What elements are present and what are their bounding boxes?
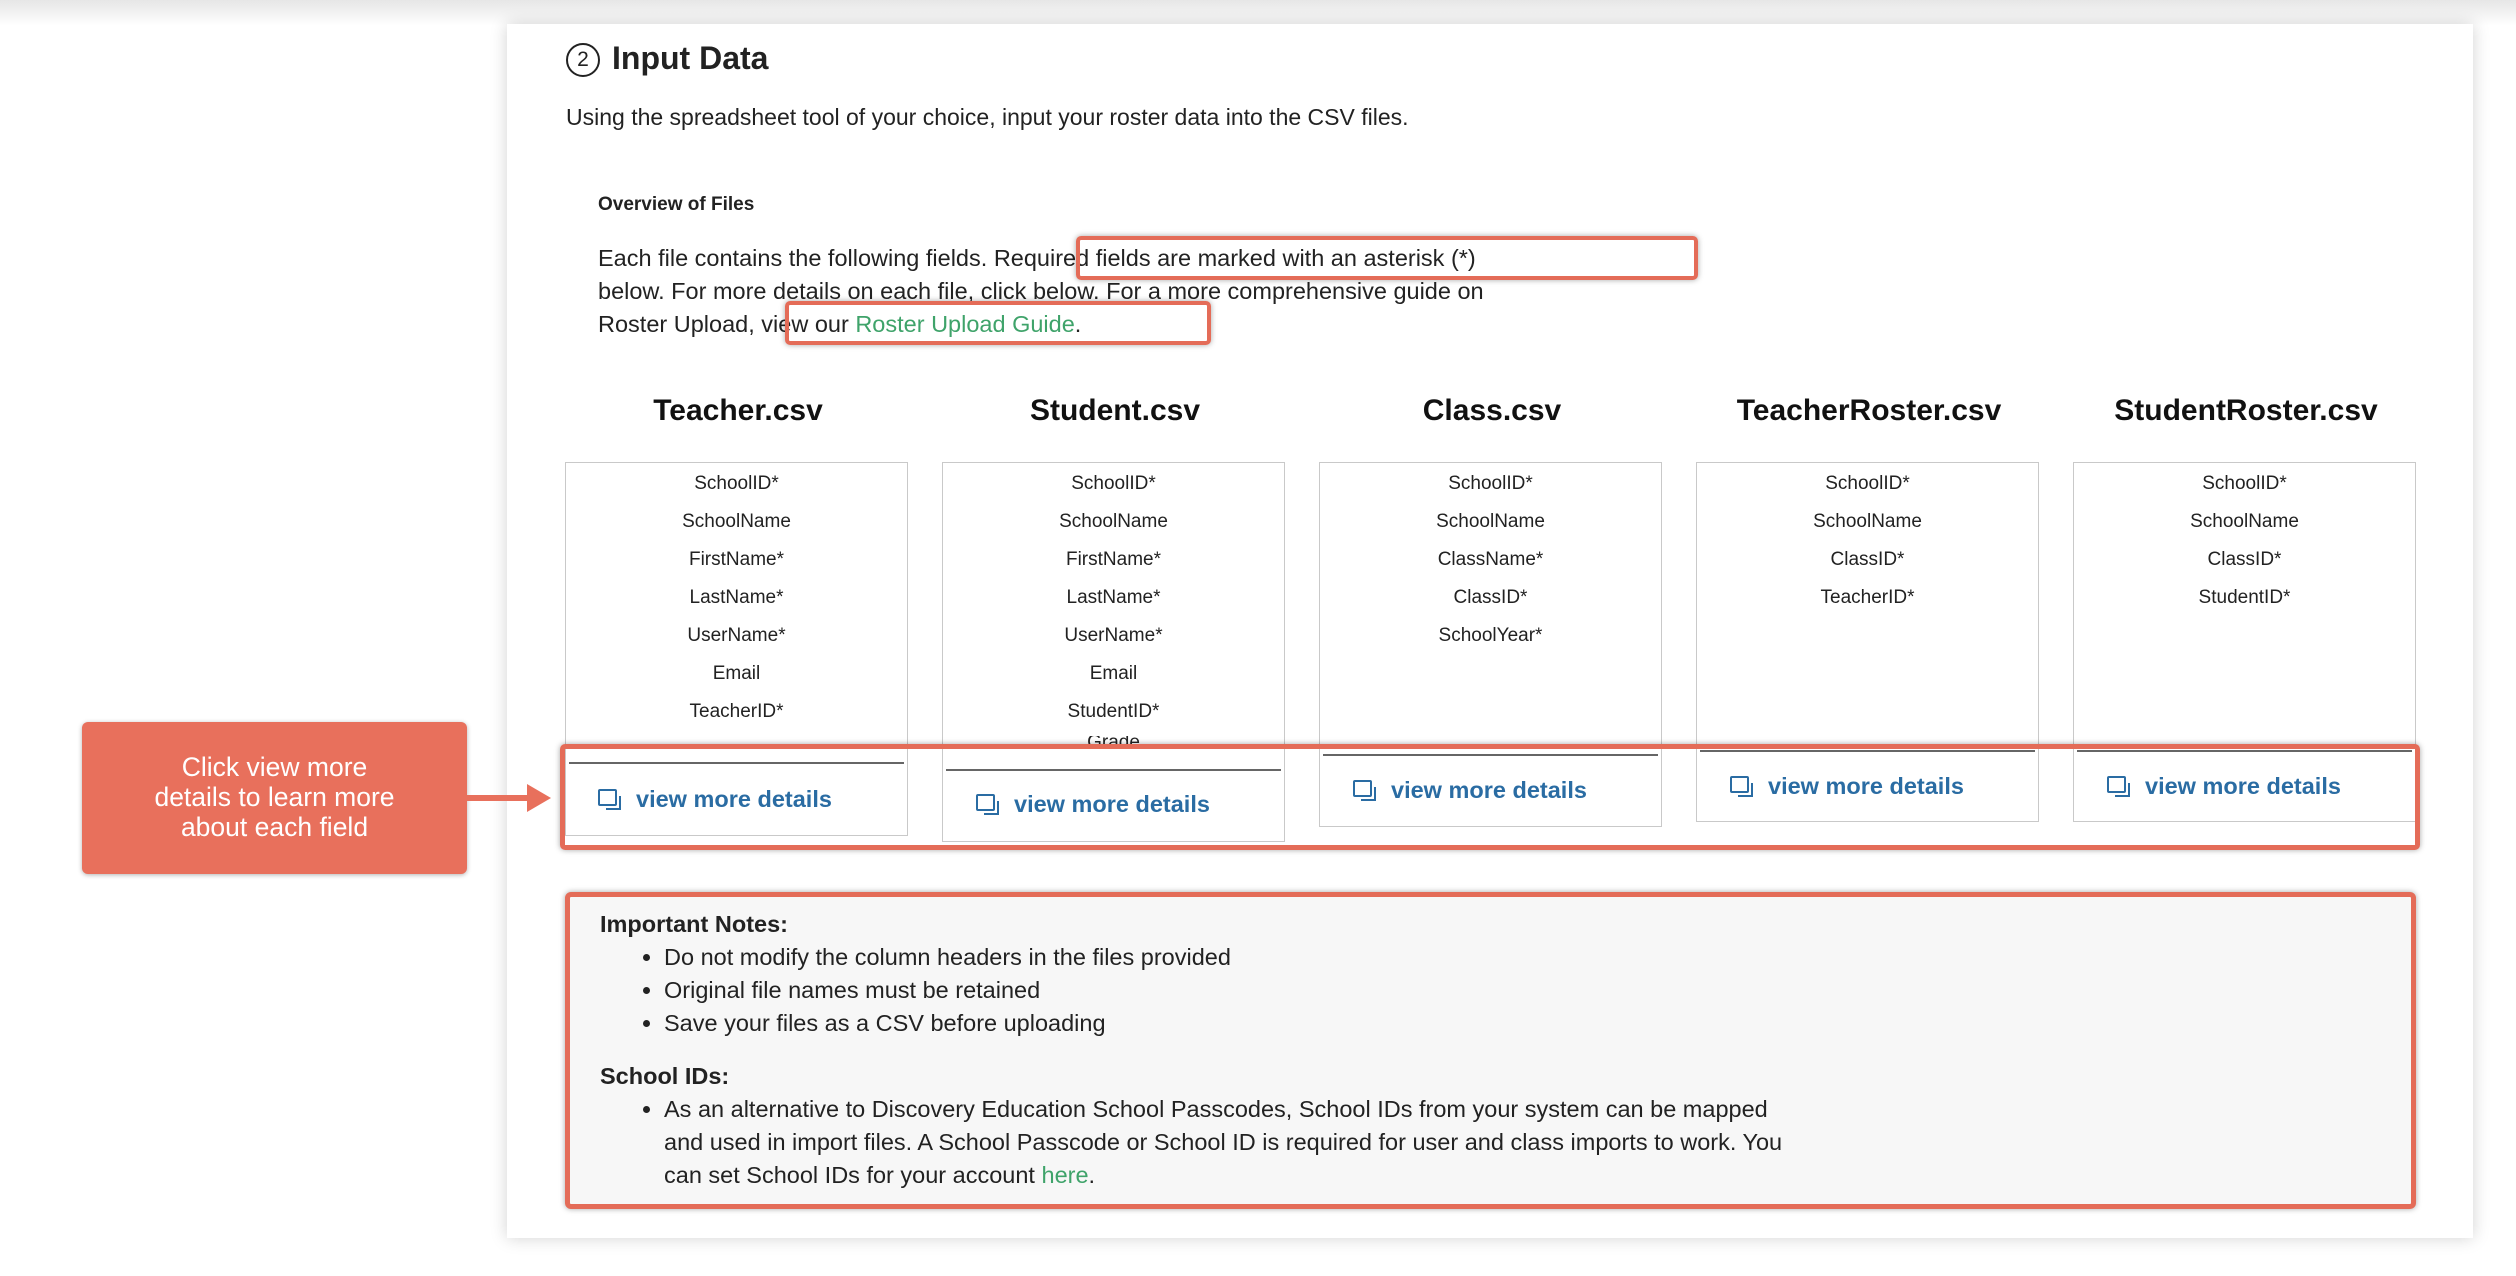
school-ids-text: and used in import files. A School Passcode or School ID is required for user and class imports to work. You [664, 1129, 1783, 1155]
field-item: TeacherID* [689, 701, 784, 722]
view-more-details-highlight [560, 744, 2420, 850]
section-title-text: Input Data [612, 40, 769, 76]
callout-text: Click view more [181, 752, 368, 782]
step-number-badge: 2 [566, 43, 600, 77]
field-item: FirstName* [688, 549, 784, 570]
field-item: SchoolID* [1448, 473, 1533, 494]
view-more-details-label: view more details [636, 786, 832, 812]
callout-text: about each field [180, 812, 369, 842]
file-title-teacher: Teacher.csv [653, 394, 823, 427]
field-item: SchoolYear* [1438, 625, 1543, 646]
roster-upload-guide-link[interactable]: Roster Upload Guide [855, 311, 1075, 337]
overview-text: below. For more details on each file, click below. For a more comprehensive guide on [598, 278, 1484, 304]
callout-text: details to learn more [154, 782, 395, 812]
important-notes-list [600, 941, 2080, 1040]
field-list-teacher [565, 470, 908, 736]
field-item: Grade [1087, 736, 1140, 753]
school-ids-text: . [1088, 1162, 1096, 1188]
file-title-class: Class.csv [1422, 394, 1562, 427]
notes-content [600, 908, 2080, 1192]
field-item: ClassName* [1437, 549, 1544, 570]
field-item: ClassID* [1830, 549, 1905, 570]
field-item: ClassID* [2207, 549, 2282, 570]
field-item: LastName* [689, 587, 784, 608]
overview-text: Roster Upload, [598, 311, 762, 337]
guide-link-highlight [785, 301, 1211, 345]
required-fields-note: Required fields are marked with an asterisk (*) [993, 245, 1476, 271]
field-list-student-roster [2073, 470, 2416, 622]
list-item: • Original file names must be retained [664, 974, 2080, 1007]
list-item: • Save your files as a CSV before uploading [664, 1007, 2080, 1040]
field-item: UserName* [1064, 625, 1163, 646]
overview-text: . [1074, 311, 1082, 337]
school-ids-list [600, 1093, 2080, 1192]
top-shadow [0, 0, 2516, 26]
view-more-details-label: view more details [2145, 773, 2341, 799]
school-ids-text: As an alternative to Discovery Education School Passcodes, School IDs from your system can be mapped [664, 1096, 1768, 1122]
field-item: SchoolName [1436, 511, 1545, 532]
file-title-teacher-roster: TeacherRoster.csv [1736, 394, 2002, 427]
overview-heading: Overview of Files [598, 194, 755, 215]
field-item: SchoolID* [1071, 473, 1156, 494]
school-ids-text: can set School IDs for your account [664, 1162, 1042, 1188]
view-more-details-label: view more details [1014, 791, 1210, 817]
file-title-student-roster: StudentRoster.csv [2114, 394, 2378, 427]
field-list-teacher-roster [1696, 470, 2039, 622]
field-item: ClassID* [1453, 587, 1528, 608]
overview-text: Each file contains the following fields. [598, 245, 994, 271]
field-item: TeacherID* [1820, 587, 1915, 608]
field-item: SchoolName [1059, 511, 1168, 532]
field-item: StudentID* [1067, 701, 1160, 722]
field-item: Email [712, 663, 761, 684]
callout-arrow [467, 795, 529, 801]
view-more-details-label: view more details [1768, 773, 1964, 799]
field-list-class [1319, 470, 1662, 660]
field-item: StudentID* [2198, 587, 2291, 608]
field-item: FirstName* [1065, 549, 1161, 570]
field-item: SchoolID* [694, 473, 779, 494]
overview-text: view our [761, 311, 856, 337]
field-item: SchoolID* [1825, 473, 1910, 494]
list-item [664, 1093, 2080, 1192]
important-notes-heading: Important Notes: [600, 911, 788, 937]
field-item: SchoolName [1813, 511, 1922, 532]
school-ids-heading: School IDs: [600, 1063, 730, 1089]
required-fields-highlight [1076, 236, 1698, 280]
field-list-student [942, 470, 1285, 756]
field-item: SchoolName [2190, 511, 2299, 532]
callout-arrow-head [527, 784, 551, 812]
view-more-details-label: view more details [1391, 777, 1587, 803]
school-ids-here-link[interactable]: here [1041, 1162, 1089, 1188]
list-item: • Do not modify the column headers in the files provided [664, 941, 2080, 974]
section-title [566, 40, 768, 77]
section-intro: Using the spreadsheet tool of your choice, input your roster data into the CSV files. [566, 104, 1409, 130]
annotation-callout [82, 722, 467, 874]
field-item: SchoolID* [2202, 473, 2287, 494]
field-item: LastName* [1066, 587, 1161, 608]
file-title-student: Student.csv [1029, 394, 1201, 427]
field-item: SchoolName [682, 511, 791, 532]
field-item: Email [1089, 663, 1138, 684]
field-item: UserName* [687, 625, 786, 646]
